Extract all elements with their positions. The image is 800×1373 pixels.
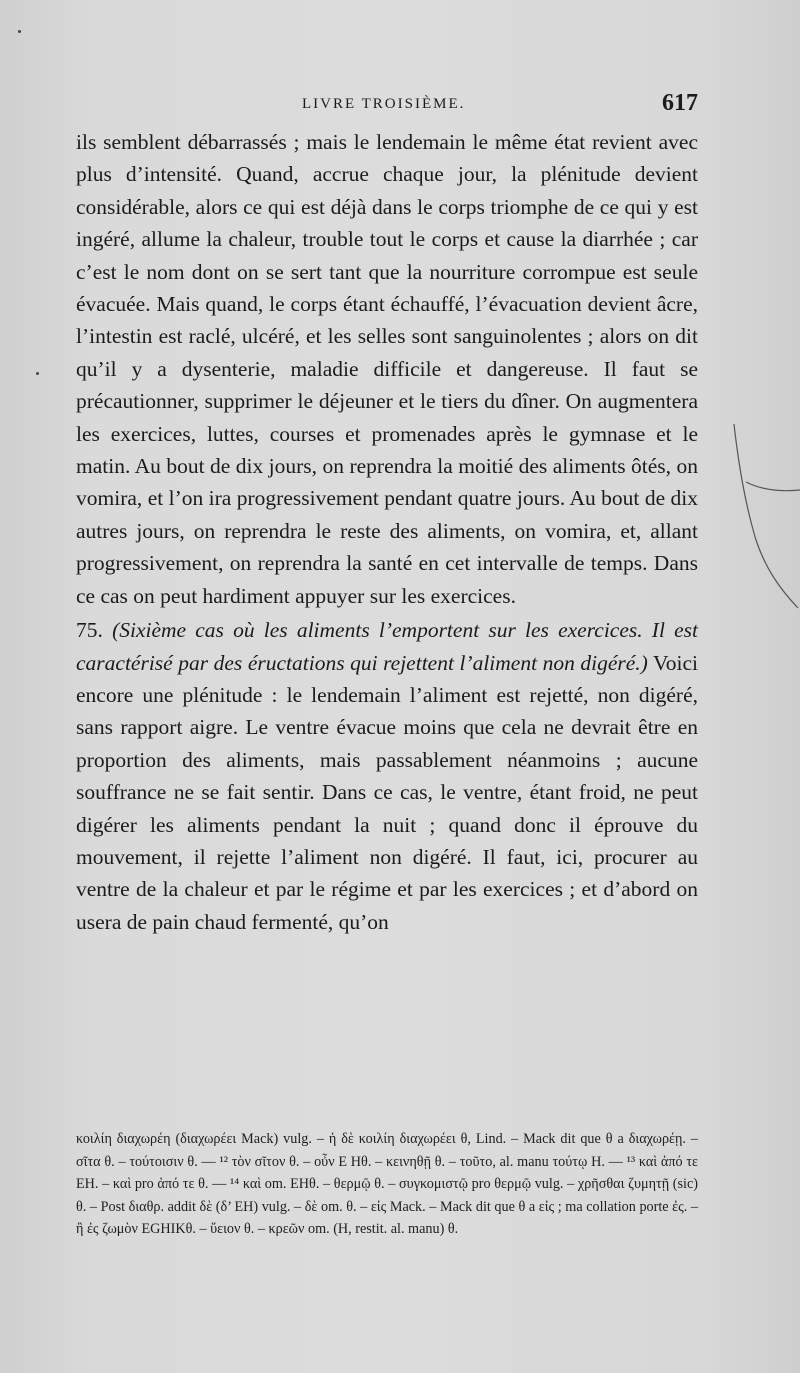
page-number: 617: [662, 90, 698, 116]
footnote-text: κοιλίη διαχωρέη (διαχωρέει Mack) vulg. – ἡ δὲ κοιλίη διαχωρέει θ, Lind. – Mack dit que θ a διαχωρέῃ. – σῖτα θ. – τούτοισιν θ. — ¹² τὸν σῖτον θ. – οὖν E Hθ. – κεινηθῇ θ. – τοῦτο, al. manu τούτῳ H. — ¹³ καὶ ἀπό τε EH. – καὶ pro ἀπό τε θ. — ¹⁴ καὶ om. EHθ. – θερμῷ θ. – συγκομιστῷ pro θερμῷ vulg. – χρῆσθαι ζυμητῇ (sic) θ. – Post διαθρ. addit δὲ (δ’ EH) vulg. – δὲ om. θ. – εἰς Mack. – Mack dit que θ a εἰς ; ma collation porte ἐς. – ἢ ἐς ζωμὸν EGHIKθ. – ὕειον θ. – κρεῶν om. (H, restit. al. manu) θ.: [76, 1131, 698, 1238]
speck: [18, 30, 21, 33]
footnotes: [76, 1128, 698, 1241]
paragraph-number: 75.: [76, 618, 103, 643]
paragraph-2: [76, 614, 698, 938]
running-title: LIVRE TROISIÈME.: [302, 96, 466, 112]
body-text: [76, 126, 698, 938]
speck: [36, 372, 39, 375]
paragraph-heading: (Sixième cas où les aliments l’emportent sur les exercices. Il est caractérisé par des éructations qui rejettent l’aliment non digéré.): [76, 618, 698, 675]
running-head: [76, 92, 700, 122]
pencil-margin-mark: [726, 420, 800, 610]
paragraph-1: ils semblent débarrassés ; mais le lendemain le même état revient avec plus d’intensité. Quand, accrue chaque jour, la plénitude devient considérable, alors ce qui est déjà dans le corps triomphe de ce qui y est ingéré, allume la chaleur, trouble tout le corps et cause la diarrhée ; car c’est le nom dont on se sert tant que la nourriture corrompue est seule évacuée. Mais quand, le corps étant échauffé, l’évacuation devient âcre, l’intestin est raclé, ulcéré, et les selles sont sanguinolentes ; alors on dit qu’il y a dysenterie, maladie difficile et dangereuse. Il faut se précautionner, supprimer le déjeuner et le tiers du dîner. On augmentera les exercices, luttes, courses et promenades après le gymnase et le matin. Au bout de dix jours, on reprendra la moitié des aliments ôtés, on vomira, et l’on ira progressivement pendant quatre jours. Au bout de dix autres jours, on reprendra le reste des aliments, on vomira, et, allant progressivement, on reprendra la santé en cet intervalle de temps. Dans ce cas on peut hardiment appuyer sur les exercices.: [76, 130, 698, 608]
paragraph-2-text: Voici encore une plénitude : le lendemain l’aliment est rejetté, non digéré, sans rapport aigre. Le ventre évacue moins que cela ne devrait être en proportion des aliments, mais passablement néanmoins ; aucune souffrance ne se fait sentir. Dans ce cas, le ventre, étant froid, ne peut digérer les aliments pendant la nuit ; quand donc il éprouve du mouvement, il rejette l’aliment non digéré. Il faut, ici, procurer au ventre de la chaleur et par le régime et par les exercices ; et d’abord on usera de pain chaud fermenté, qu’on: [76, 650, 698, 934]
